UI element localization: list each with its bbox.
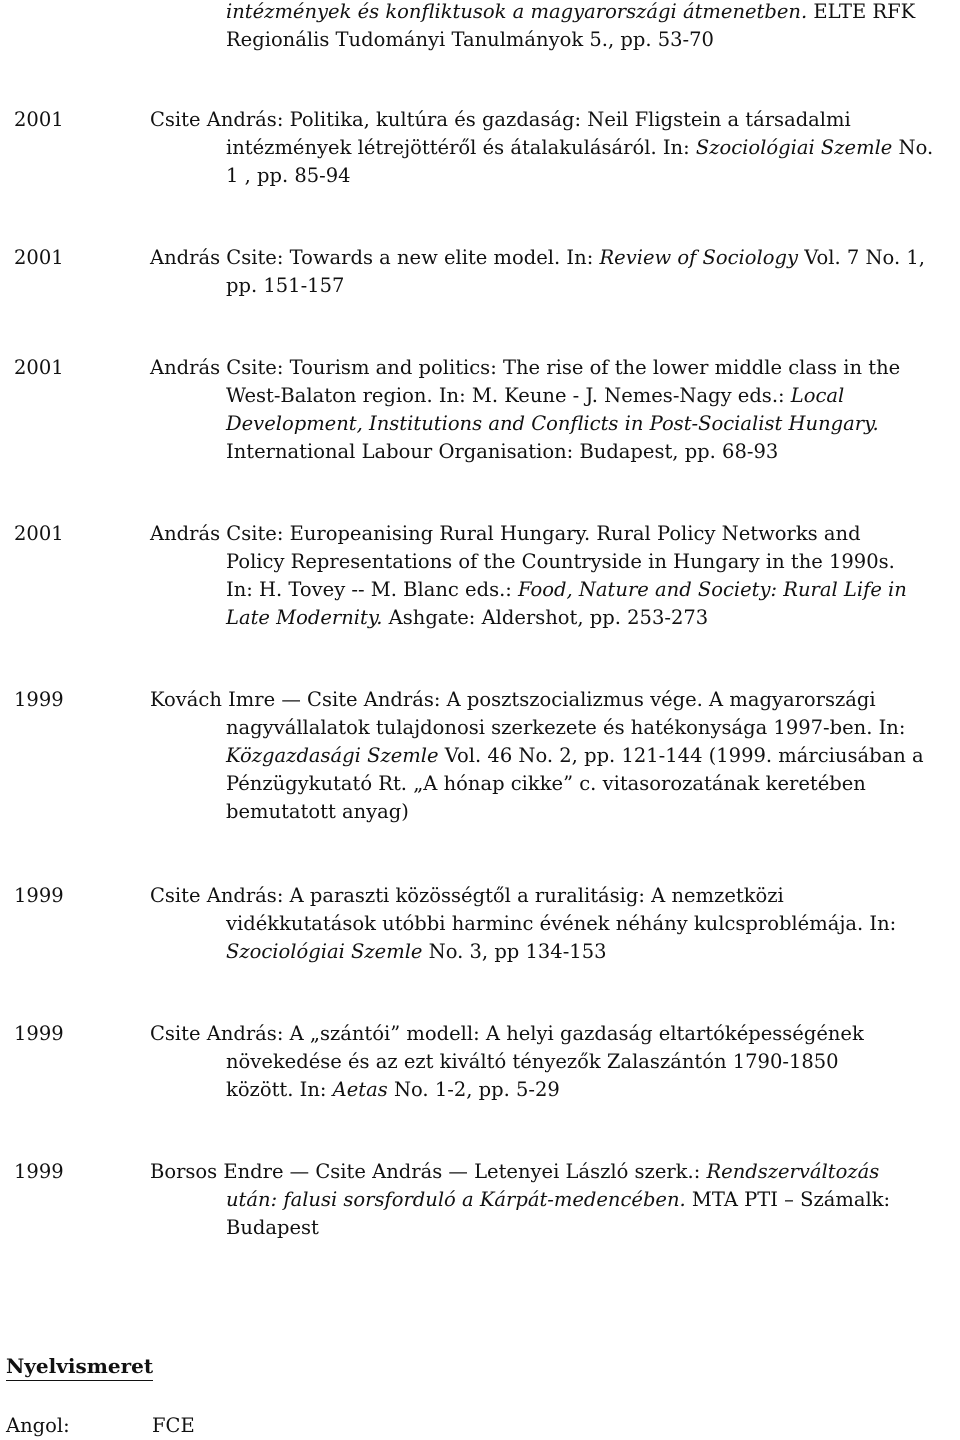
entry-text-line: [226, 742, 924, 770]
entry-text-line: [226, 1214, 319, 1242]
entry-text-line: [226, 0, 915, 26]
text-segment: András Csite: Europeanising Rural Hungary. Rural Policy Networks and: [150, 522, 861, 545]
entry-text-line: [226, 1186, 890, 1214]
italic-title: Review of Sociology: [599, 246, 799, 269]
entry-text-line: [226, 1076, 560, 1104]
text-segment: Pénzügykutató Rt. „A hónap cikke” c. vitasorozatának keretében: [226, 772, 866, 795]
entry-year: 1999: [14, 1022, 64, 1045]
entry-text-line: [226, 714, 905, 742]
text-segment: No.: [892, 136, 934, 159]
entry-year: 2001: [14, 246, 64, 269]
text-segment: András Csite: Tourism and politics: The rise of the lower middle class in the: [150, 356, 901, 379]
entry-text-line: [150, 882, 784, 910]
entry-text-line: [226, 134, 933, 162]
text-segment: Regionális Tudományi Tanulmányok 5., pp. 53-70: [226, 28, 714, 51]
italic-title: Közgazdasági Szemle: [226, 744, 439, 767]
text-segment: nagyvállalatok tulajdonosi szerkezete és hatékonysága 1997-ben. In:: [226, 716, 906, 739]
language-value: FCE: [152, 1414, 195, 1437]
text-segment: Vol. 7 No. 1,: [798, 246, 925, 269]
text-segment: Vol. 46 No. 2, pp. 121-144 (1999. márciusában a: [438, 744, 924, 767]
entry-text-line: [226, 910, 896, 938]
italic-title: intézmények és konfliktusok a magyarországi átmenetben.: [226, 0, 808, 23]
text-segment: bemutatott anyag): [226, 800, 409, 823]
italic-title: Szociológiai Szemle: [226, 940, 423, 963]
italic-title: Late Modernity.: [226, 606, 383, 629]
entry-text-line: [226, 798, 409, 826]
text-segment: MTA PTI – Számalk:: [685, 1188, 891, 1211]
entry-year: 1999: [14, 884, 64, 907]
text-segment: Ashgate: Aldershot, pp. 253-273: [382, 606, 709, 629]
text-segment: No. 3, pp 134-153: [422, 940, 607, 963]
text-segment: In: H. Tovey -- M. Blanc eds.:: [226, 578, 519, 601]
entry-text-line: [226, 410, 879, 438]
text-segment: Budapest: [226, 1216, 319, 1239]
entry-text-line: [150, 1158, 879, 1186]
italic-title: Szociológiai Szemle: [695, 136, 893, 159]
entry-text-line: [226, 272, 344, 300]
text-segment: Csite András: Politika, kultúra és gazdaság: Neil Fligstein a társadalmi: [150, 108, 851, 131]
text-segment: 1 , pp. 85-94: [226, 164, 351, 187]
italic-title: Development, Institutions and Conflicts in Post-Socialist Hungary.: [226, 412, 879, 435]
text-segment: No. 1-2, pp. 5-29: [387, 1078, 560, 1101]
text-segment: pp. 151-157: [226, 274, 345, 297]
language-label: Angol:: [6, 1414, 70, 1437]
text-segment: International Labour Organisation: Budapest, pp. 68-93: [226, 440, 779, 463]
entry-text-line: [150, 244, 925, 272]
italic-title: Aetas: [332, 1078, 388, 1101]
entry-text-line: [226, 548, 895, 576]
text-segment: növekedése és az ezt kiváltó tényezők Zalaszántón 1790-1850: [226, 1050, 839, 1073]
text-segment: ELTE RFK: [807, 0, 916, 23]
entry-year: 1999: [14, 1160, 64, 1183]
italic-title: után: falusi sorsforduló a Kárpát-medencében.: [226, 1188, 686, 1211]
text-segment: András Csite: Towards a new elite model. In:: [150, 246, 600, 269]
entry-year: 1999: [14, 688, 64, 711]
entry-text-line: [150, 1020, 864, 1048]
italic-title: Food, Nature and Society: Rural Life in: [518, 578, 907, 601]
section-heading: Nyelvismeret: [6, 1352, 153, 1381]
entry-text-line: [150, 354, 900, 382]
text-segment: Borsos Endre — Csite András — Letenyei László szerk.:: [150, 1160, 707, 1183]
entry-year: 2001: [14, 356, 64, 379]
italic-title: Local: [790, 384, 845, 407]
italic-title: Rendszerváltozás: [706, 1160, 880, 1183]
text-segment: intézmények létrejöttéről és átalakulásáról. In:: [226, 136, 696, 159]
text-segment: között. In:: [226, 1078, 333, 1101]
entry-text-line: [226, 938, 607, 966]
entry-year: 2001: [14, 522, 64, 545]
entry-text-line: [150, 686, 876, 714]
entry-text-line: [226, 162, 351, 190]
text-segment: Kovách Imre — Csite András: A posztszocializmus vége. A magyarországi: [150, 688, 876, 711]
text-segment: vidékkutatások utóbbi harminc évének néhány kulcsproblémája. In:: [226, 912, 897, 935]
entry-year: 2001: [14, 108, 64, 131]
entry-text-line: [150, 520, 861, 548]
text-segment: Csite András: A paraszti közösségtől a ruralitásig: A nemzetközi: [150, 884, 784, 907]
entry-text-line: [226, 604, 708, 632]
entry-text-line: [150, 106, 851, 134]
entry-text-line: [226, 26, 714, 54]
entry-text-line: [226, 770, 866, 798]
entry-text-line: [226, 382, 844, 410]
text-segment: Policy Representations of the Countryside in Hungary in the 1990s.: [226, 550, 895, 573]
entry-text-line: [226, 1048, 839, 1076]
entry-text-line: [226, 576, 907, 604]
text-segment: Csite András: A „szántói” modell: A helyi gazdaság eltartóképességének: [150, 1022, 864, 1045]
entry-text-line: [226, 438, 778, 466]
text-segment: West-Balaton region. In: M. Keune - J. Nemes-Nagy eds.:: [226, 384, 791, 407]
